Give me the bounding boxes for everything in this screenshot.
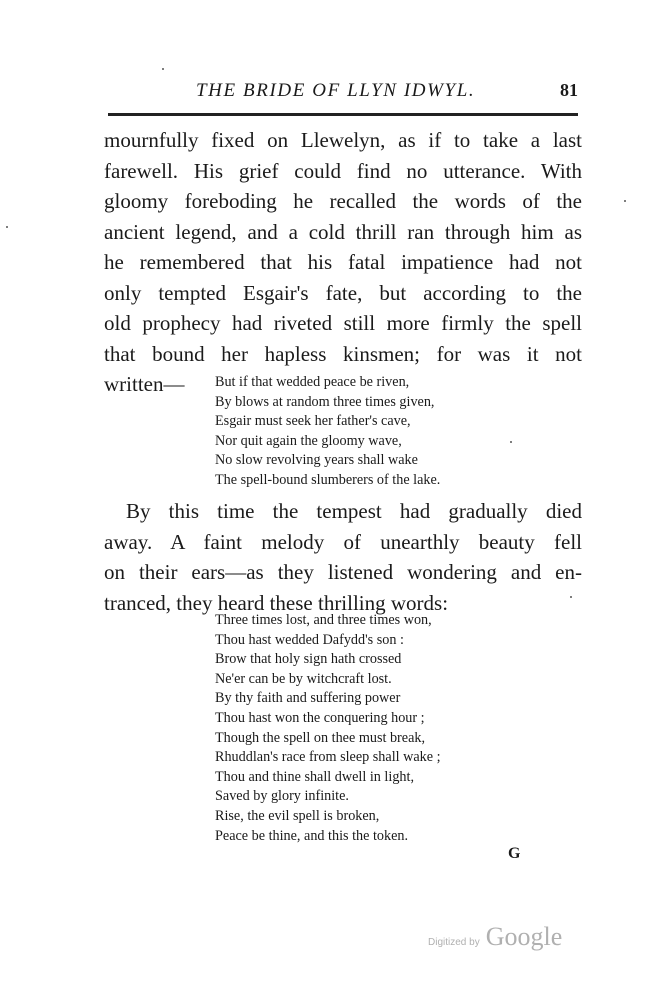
text-line: he remembered that his fatal impatience had not — [104, 250, 582, 274]
signature-mark: G — [508, 845, 521, 862]
text-line: farewell. His grief could find no utterance. With — [104, 158, 582, 183]
verse-line: Though the spell on thee must break, — [215, 729, 426, 746]
verse-line: Peace be thine, and this the token. — [215, 827, 409, 844]
text-line: old prophecy had riveted still more firmly the spell — [104, 311, 582, 335]
verse-line: But if that wedded peace be riven, — [215, 374, 410, 390]
scan-speck — [624, 200, 626, 202]
page-number: 81 — [560, 80, 578, 100]
verse-2 — [215, 611, 515, 846]
verse-line: Rise, the evil spell is broken, — [215, 807, 380, 824]
text-line: mournfully fixed on Llewelyn, as if to take a last — [104, 128, 582, 152]
google-logo: Google — [485, 922, 563, 951]
verse-1 — [215, 373, 515, 491]
verse-line: Esgair must seek her father's cave, — [215, 413, 411, 430]
running-title: THE BRIDE OF LLYN IDWYL. — [196, 80, 476, 101]
verse-line: Three times lost, and three times won, — [215, 612, 432, 628]
verse-line: Thou hast wedded Dafydd's son : — [215, 631, 404, 648]
header-rule — [108, 113, 578, 116]
text-line: ancient legend, and a cold thrill ran through him as — [104, 219, 582, 244]
scan-speck — [570, 596, 572, 598]
text-line: By this time the tempest had gradually died — [126, 499, 582, 523]
running-header — [108, 80, 578, 108]
scan-speck — [510, 441, 512, 443]
verse-line: Thou and thine shall dwell in light, — [215, 768, 414, 785]
digitized-watermark — [428, 922, 562, 952]
verse-line: Brow that holy sign hath crossed — [215, 651, 402, 668]
text-line: away. A faint melody of unearthly beauty fell — [104, 529, 582, 554]
verse-line: Nor quit again the gloomy wave, — [215, 432, 402, 449]
verse-line: Thou hast won the conquering hour ; — [215, 709, 425, 726]
verse-line: The spell-bound slumberers of the lake. — [215, 471, 441, 488]
verse-line: Saved by glory infinite. — [215, 788, 349, 805]
verse-line: By blows at random three times given, — [215, 393, 435, 410]
scan-speck — [162, 68, 164, 70]
verse-line: No slow revolving years shall wake — [215, 452, 418, 469]
text-line: tranced, they heard these thrilling words: — [104, 590, 449, 615]
text-line: written— — [104, 372, 185, 396]
watermark-prefix: Digitized by — [428, 937, 480, 948]
text-line: gloomy foreboding he recalled the words of the — [104, 189, 582, 213]
text-line: on their ears—as they listened wondering and en- — [104, 560, 582, 584]
scan-speck — [6, 226, 8, 228]
paragraph-2 — [104, 496, 582, 618]
verse-line: Rhuddlan's race from sleep shall wake ; — [215, 749, 441, 766]
text-line: that bound her hapless kinsmen; for was it not — [104, 341, 582, 366]
text-line: only tempted Esgair's fate, but according to the — [104, 280, 582, 305]
verse-line: By thy faith and suffering power — [215, 690, 401, 707]
verse-line: Ne'er can be by witchcraft lost. — [215, 670, 392, 687]
paragraph-1 — [104, 125, 582, 400]
